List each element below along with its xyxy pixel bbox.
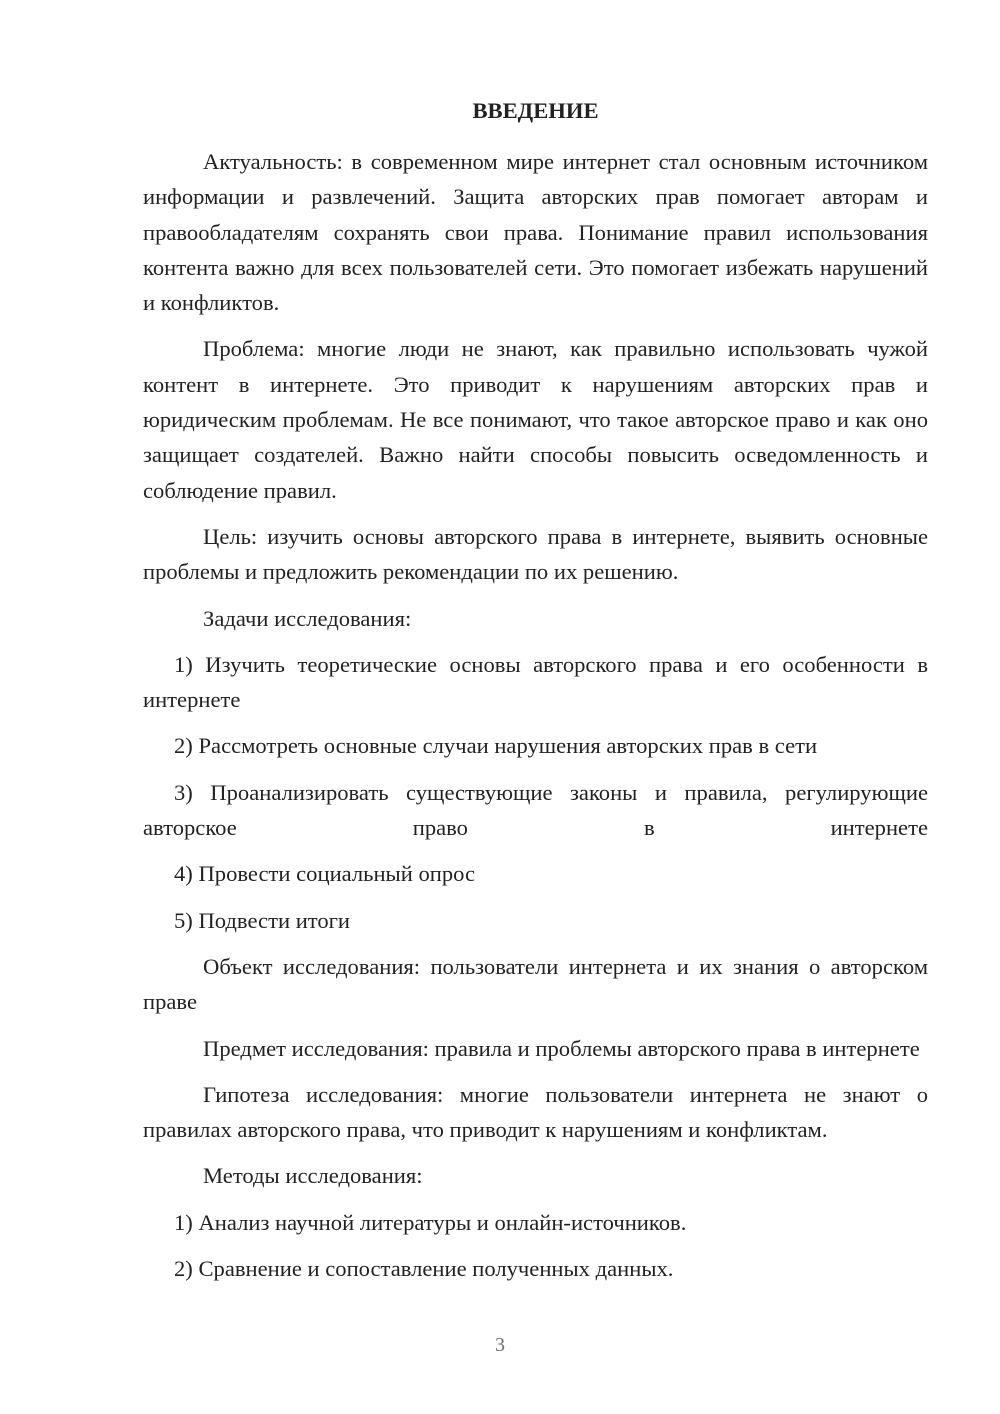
page-title: ВВЕДЕНИЕ: [472, 98, 599, 123]
hypothesis-paragraph: Гипотеза исследования: многие пользователи интернета не знают о правилах авторского права, что приводит к нарушениям и конфликтам.: [143, 1081, 928, 1143]
task-item-1: 1) Изучить теоретические основы авторского права и его особенности в интернете: [143, 651, 928, 713]
task-item-5: 5) Подвести итоги: [174, 907, 351, 933]
task-item-4: 4) Провести социальный опрос: [174, 861, 476, 887]
methods-heading: Методы исследования:: [203, 1163, 423, 1189]
method-item-2: 2) Сравнение и сопоставление полученных данных.: [174, 1256, 674, 1282]
problem-paragraph: Проблема: многие люди не знают, как правильно использовать чужой контент в интернете. Это приводит к нарушениям авторских прав и юридическим проблемам. Не все понимают, что такое авторское право и как оно защищает создателей. Важно найти способы повысить осведомленность и соблюдение правил.: [143, 336, 928, 503]
subject-paragraph: Предмет исследования: правила и проблемы авторского права в интернете: [203, 1035, 920, 1061]
tasks-heading: Задачи исследования:: [203, 605, 412, 631]
page-content: [143, 97, 928, 1297]
task-item-2: 2) Рассмотреть основные случаи нарушения авторских прав в сети: [174, 733, 818, 759]
goal-paragraph: Цель: изучить основы авторского права в интернете, выявить основные проблемы и предложить рекомендации по их решению.: [143, 523, 928, 585]
task-item-3: 3) Проанализировать существующие законы и правила, регулирующие авторское право в интернете: [143, 779, 928, 841]
page-number: 3: [495, 1334, 505, 1356]
relevance-paragraph: Актуальность: в современном мире интернет стал основным источником информации и развлечений. Защита авторских прав помогает авторам и правообладателям сохранять свои права. Понимание правил использования контента важно для всех пользователей сети. Это помогает избежать нарушений и конфликтов.: [143, 149, 928, 316]
method-item-1: 1) Анализ научной литературы и онлайн-источников.: [174, 1209, 687, 1235]
object-paragraph: Объект исследования: пользователи интернета и их знания о авторском праве: [143, 953, 928, 1015]
